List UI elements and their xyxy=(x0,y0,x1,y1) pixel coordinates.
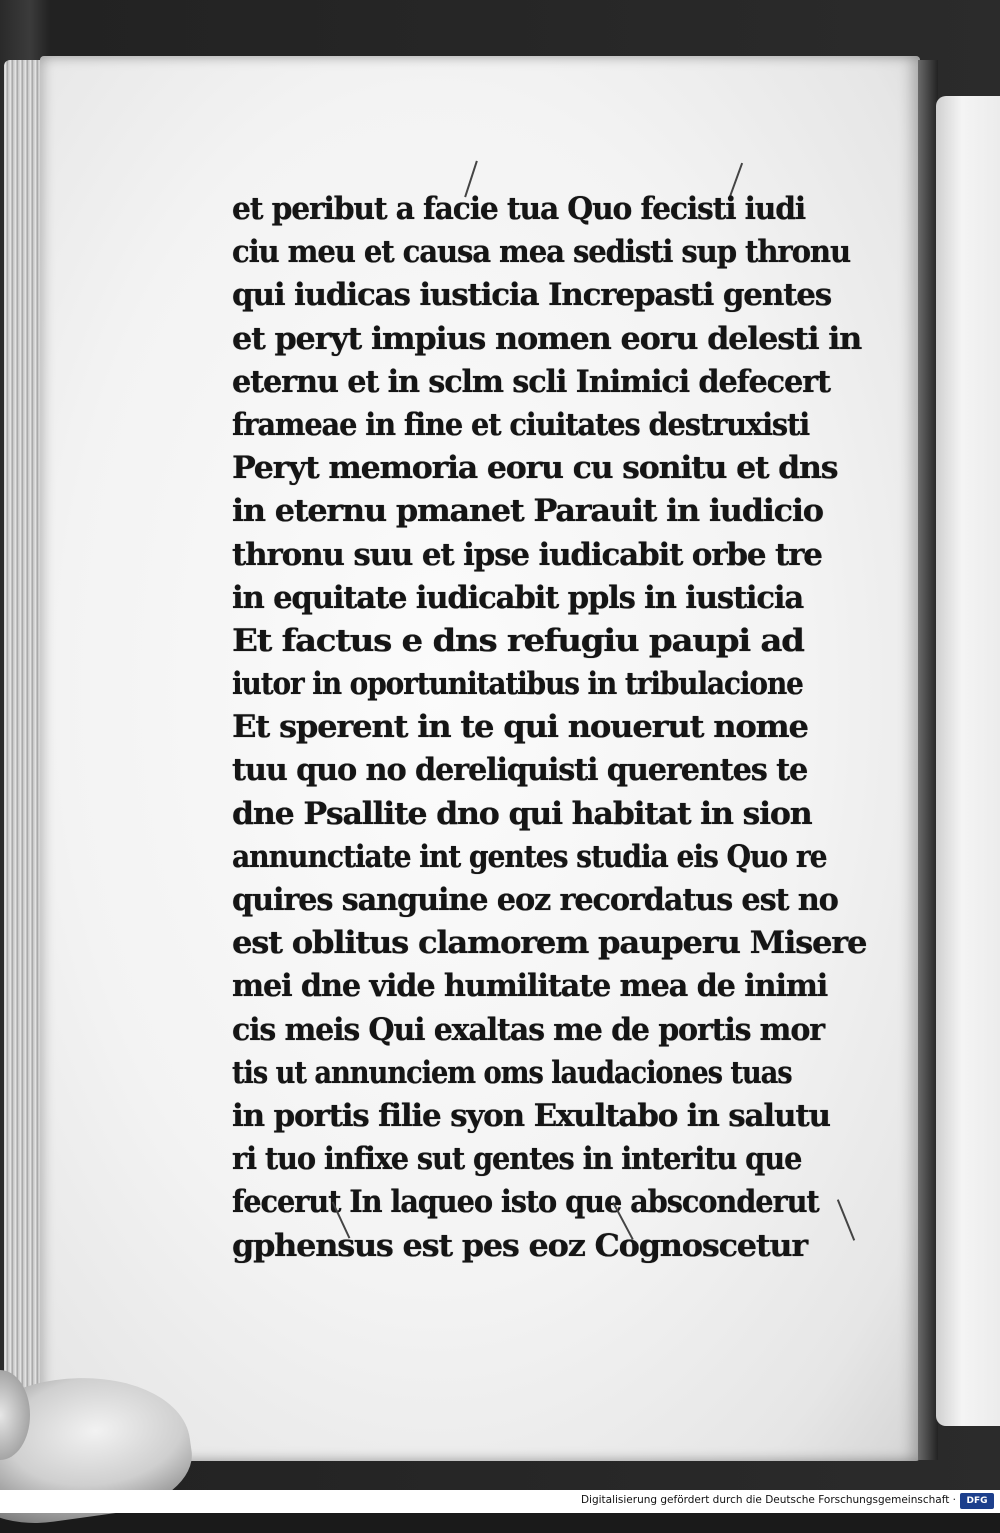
text-line: eternu et in sclm scli Inimici defecert xyxy=(232,363,830,400)
facing-page-edge xyxy=(936,96,1000,1426)
funding-credit: Digitalisierung gefördert durch die Deutsche Forschungsgemeinschaft · xyxy=(580,1494,956,1506)
text-line: in portis filie syon Exultabo in salutu xyxy=(232,1097,830,1134)
text-line: in eternu pmanet Parauit in iudicio xyxy=(232,493,823,530)
text-line: fecerut In laqueo isto que absconderut xyxy=(232,1184,819,1221)
text-line: frameae in fine et ciuitates destruxisti xyxy=(232,406,810,443)
text-line: quires sanguine eoz recordatus est no xyxy=(232,882,838,918)
text-line: Et sperent in te qui nouerut nome xyxy=(232,709,808,746)
text-line: Peryt memoria eoru cu sonitu et dns xyxy=(232,450,838,487)
text-line: est oblitus clamorem pauperu Misere xyxy=(232,925,867,962)
text-line: Et factus e dns refugiu paupi ad xyxy=(232,622,804,659)
text-line: in equitate iudicabit ppls in iusticia xyxy=(232,579,804,616)
text-line: gphensus est pes eoz Cognoscetur xyxy=(232,1227,807,1264)
text-line: tis ut annunciem oms laudaciones tuas xyxy=(232,1054,792,1091)
manuscript-text-block xyxy=(232,188,882,1268)
text-line: et peribut a facie tua Quo fecisti iudi xyxy=(232,191,806,227)
text-line: annunctiate int gentes studia eis Quo re xyxy=(232,838,827,875)
text-line: dne Psallite dno qui habitat in sion xyxy=(232,795,812,832)
text-line: mei dne vide humilitate mea de inimi xyxy=(232,968,828,1005)
text-line: qui iudicas iusticia Increpasti gentes xyxy=(232,277,832,314)
text-line: thronu suu et ipse iudicabit orbe tre xyxy=(232,536,822,573)
dfg-logo: DFG xyxy=(960,1493,994,1509)
book-gutter xyxy=(918,60,938,1460)
text-line: iutor in oportunitatibus in tribulacione xyxy=(232,666,803,703)
text-line: ri tuo infixe sut gentes in interitu que xyxy=(232,1141,802,1178)
text-line: et peryt impius nomen eoru delesti in xyxy=(232,320,862,357)
footer-bar xyxy=(0,1490,1000,1513)
text-line: tuu quo no dereliquisti querentes te xyxy=(232,752,808,789)
text-line: ciu meu et causa mea sedisti sup thronu xyxy=(232,234,851,271)
text-line: cis meis Qui exaltas me de portis mor xyxy=(232,1011,824,1048)
